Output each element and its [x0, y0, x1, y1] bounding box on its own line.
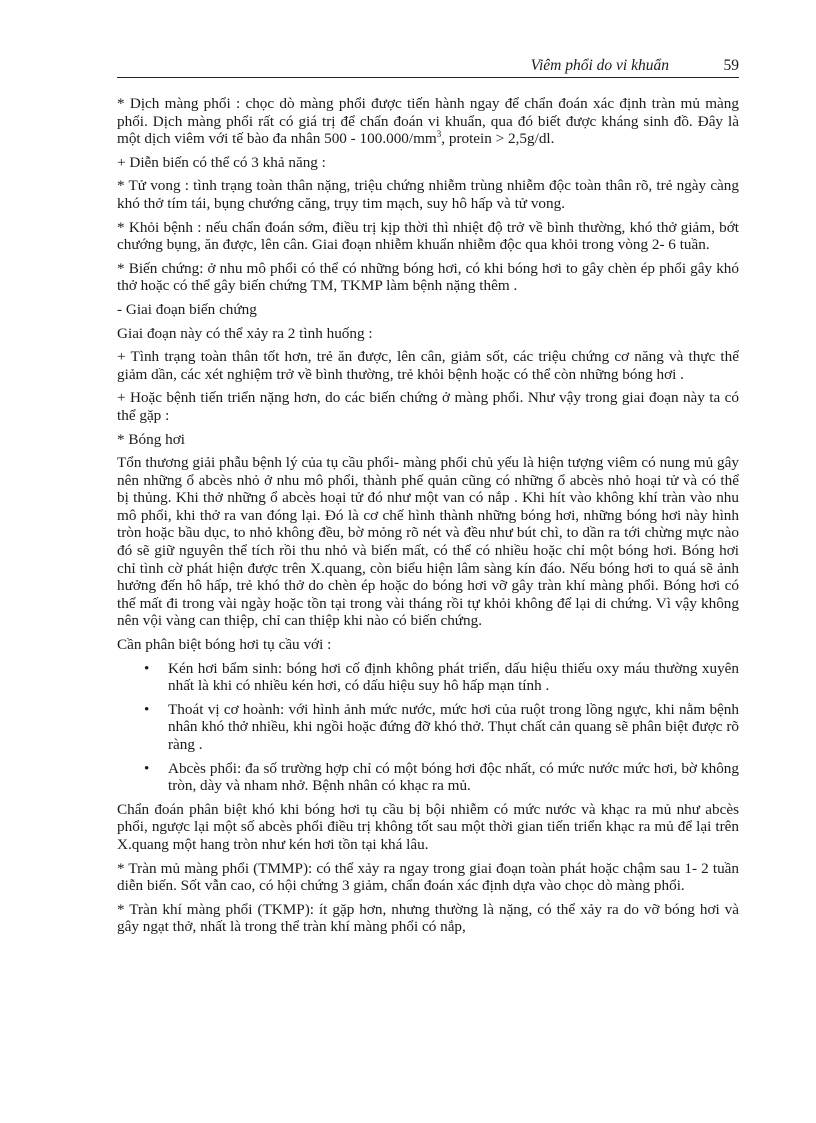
bullet-icon: •: [144, 700, 150, 718]
paragraph: + Diễn biến có thể có 3 khả năng :: [117, 153, 326, 171]
paragraph: + Tình trạng toàn thân tốt hơn, trẻ ăn được, lên cân, giảm sốt, các triệu chứng cơ năng và thực thể giảm dần, các xét nghiệm trở về bình thường, trẻ khỏi bệnh hoặc có thể còn những bóng hơi .: [117, 348, 739, 383]
paragraph: * Biến chứng: ở nhu mô phổi có thể có những bóng hơi, có khi bóng hơi to gây chèn ép phổi gây khó thở hoặc có thể gây biến chứng TM, TKMP làm bệnh nặng thêm .: [117, 259, 739, 295]
page-header: [117, 57, 739, 79]
paragraph: * Tử vong : tình trạng toàn thân nặng, triệu chứng nhiễm trùng nhiễm độc toàn thân rõ, trẻ ngày càng khó thở tím tái, bụng chướng căng, trụy tim mạch, suy hô hấp và tử vong.: [117, 177, 739, 212]
bullet-icon: •: [144, 659, 150, 677]
paragraph: Cần phân biệt bóng hơi tụ cầu với :: [117, 636, 332, 654]
paragraph: * Khỏi bệnh : nếu chẩn đoán sớm, điều trị kịp thời thì nhiệt độ trở về bình thường, khó thở giảm, bớt chướng bụng, ăn được, lên cân. Giai đoạn nhiễm khuẩn nhiễm độc qua khỏi trong vòng 2- 6 tuần.: [117, 218, 739, 254]
page-number: 59: [723, 57, 739, 74]
paragraph: * Tràn mủ màng phổi (TMMP): có thể xảy ra ngay trong giai đoạn toàn phát hoặc chậm sau 1- 2 tuần diễn biến. Sốt vẫn cao, có hội chứng 3 giảm, chẩn đoán xác định dựa vào chọc dò màng phổi.: [117, 859, 739, 895]
list-item: • Abcès phổi: đa số trường hợp chỉ có một bóng hơi độc nhất, có mức nước mức hơi, bờ không tròn, dày và nham nhở. Bệnh nhân có khạc ra mủ.: [144, 759, 739, 795]
paragraph: * Tràn khí màng phổi (TKMP): ít gặp hơn, nhưng thường là nặng, có thể xảy ra do vỡ bóng hơi và gây ngạt thở, nhất là trong thể tràn khí màng phổi có nắp,: [117, 900, 739, 936]
body-text: [117, 95, 739, 942]
bullet-list: [117, 660, 739, 795]
list-item: • Thoát vị cơ hoành: với hình ảnh mức nước, mức hơi của ruột trong lồng ngực, khi nằm bệnh nhân khó thở nhiều, khi ngồi hoặc đứng đỡ khó thở. Thụt chất cản quang sẽ phân biệt được rõ ràng .: [144, 700, 739, 753]
paragraph: + Hoặc bệnh tiến triển nặng hơn, do các biến chứng ở màng phổi. Như vậy trong giai đoạn này ta có thể gặp :: [117, 389, 739, 424]
bullet-icon: •: [144, 759, 150, 777]
paragraph: * Bóng hơi: [117, 430, 185, 448]
paragraph: Chẩn đoán phân biệt khó khi bóng hơi tụ cầu bị bội nhiễm có mức nước và khạc ra mủ như abcès phổi, ngược lại một số abcès phổi điều trị không tốt sau một thời gian tiến triển khạc ra mủ để lại trên X.quang một hang tròn như kén hơi tồn tại khá lâu.: [117, 800, 739, 853]
running-title: Viêm phổi do vi khuẩn: [530, 57, 669, 74]
paragraph: - Giai đoạn biến chứng: [117, 300, 257, 318]
list-item: • Kén hơi bẩm sinh: bóng hơi cố định không phát triển, dấu hiệu thiếu oxy máu thường xuyên nhất là khi có nhiều kén hơi, có dấu hiệu suy hô hấp mạn tính .: [144, 659, 739, 695]
header-divider: [117, 77, 739, 78]
paragraph: * Dịch màng phổi : chọc dò màng phổi được tiến hành ngay để chẩn đoán xác định tràn mủ màng phổi. Dịch màng phổi rất có giá trị để chẩn đoán vi khuẩn, qua đó biết được kháng sinh đồ. Đây là một dịch viêm với tế bào đa nhân $500 - 100.000/mm^3$, protein > 2,5g/dl.: [117, 95, 739, 148]
paragraph: Giai đoạn này có thể xảy ra 2 tình huống :: [117, 324, 373, 342]
paragraph: Tổn thương giải phẫu bệnh lý của tụ cầu phổi- màng phổi chủ yếu là hiện tượng viêm có nung mủ gây nên những ổ abcès nhỏ ở nhu mô phổi, thành phế quản cũng có những ổ abcès nhỏ hoại tử và có thể bị thủng. Khi thở những ổ abcès hoại tử đó như một van có nắp . Khi hít vào không khí tràn vào nhu mô phổi, khi thở ra van đóng lại. Đó là cơ chế hình thành những bóng hơi, những bóng hơi này hình tròn hoặc bầu dục, to nhỏ không đều, bờ mỏng rõ nét và đều như bút chì, to dần ra tới chừng mực nào đó sẽ giữ nguyên thể tích rồi thu nhỏ và biến mất, có thể có nhiều hoặc chỉ một bóng hơi. Bóng hơi chỉ tình cờ phát hiện được trên X.quang, còn biểu hiện lâm sàng kín đáo. Nếu bóng hơi to quá sẽ ảnh hưởng đến hô hấp, trẻ khó thở do chèn ép hoặc do bóng hơi vỡ gây tràn khí màng phổi. Bóng hơi có thể mất đi trong vài ngày hoặc tồn tại trong vài tháng rồi tự khỏi không để lại di chứng. Vì vậy không nên vội vàng can thiệp, chỉ can thiệp khi nào có biến chứng.: [117, 454, 739, 630]
